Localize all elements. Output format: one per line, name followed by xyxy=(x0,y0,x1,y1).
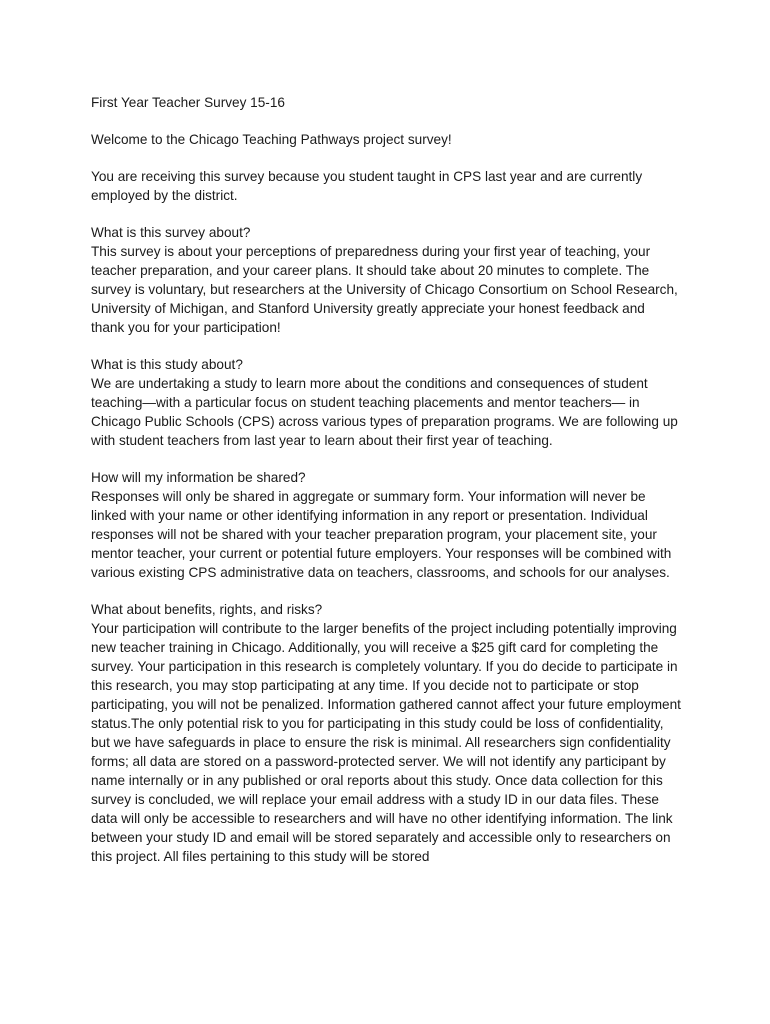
welcome-text: Welcome to the Chicago Teaching Pathways project survey! xyxy=(91,132,452,147)
section-heading: How will my information be shared? xyxy=(91,470,306,485)
document-content xyxy=(91,93,681,884)
section-heading: What is this survey about? xyxy=(91,225,251,240)
section-survey-about xyxy=(91,223,681,337)
section-heading: What is this study about? xyxy=(91,357,243,372)
section-body: This survey is about your perceptions of preparedness during your first year of teaching, your teacher preparation, and your career plans. It should take about 20 minutes to complete. The survey is voluntary, but researchers at the University of Chicago Consortium on School Research, University of Michigan, and Stanford University greatly appreciate your honest feedback and thank you for your participation! xyxy=(91,244,678,335)
section-body: We are undertaking a study to learn more about the conditions and consequences of student teaching—with a particular focus on student teaching placements and mentor teachers— in Chicago Public Schools (CPS) across various types of preparation programs. We are following up with student teachers from last year to learn about their first year of teaching. xyxy=(91,376,678,448)
section-body: Responses will only be shared in aggregate or summary form. Your information will never be linked with your name or other identifying information in any report or presentation. Individual responses will not be shared with your teacher preparation program, your placement site, your mentor teacher, your current or potential future employers. Your responses will be combined with various existing CPS administrative data on teachers, classrooms, and schools for our analyses. xyxy=(91,489,672,580)
section-body: Your participation will contribute to the larger benefits of the project including potentially improving new teacher training in Chicago. Additionally, you will receive a $25 gift card for completing the survey. Your participation in this research is completely voluntary. If you do decide to participate in this research, you may stop participating at any time. If you decide not to participate or stop participating, you will not be penalized. Information gathered cannot affect your future employment status.The only potential risk to you for participating in this study could be loss of confidentiality, but we have safeguards in place to ensure the risk is minimal. All researchers sign confidentiality forms; all data are stored on a password-protected server. We will not identify any participant by name internally or in any published or oral reports about this study. Once data collection for this survey is concluded, we will replace your email address with a study ID in our data files. These data will only be accessible to researchers and will have no other identifying information. The link between your study ID and email will be stored separately and accessible only to researchers on this project. All files pertaining to this study will be stored xyxy=(91,621,681,864)
section-heading: What about benefits, rights, and risks? xyxy=(91,602,323,617)
document-title: First Year Teacher Survey 15-16 xyxy=(91,95,285,110)
section-benefits-rights-risks xyxy=(91,600,681,866)
section-study-about xyxy=(91,355,681,450)
section-information-sharing xyxy=(91,468,681,582)
intro-text: You are receiving this survey because you student taught in CPS last year and are currently employed by the district. xyxy=(91,169,643,203)
